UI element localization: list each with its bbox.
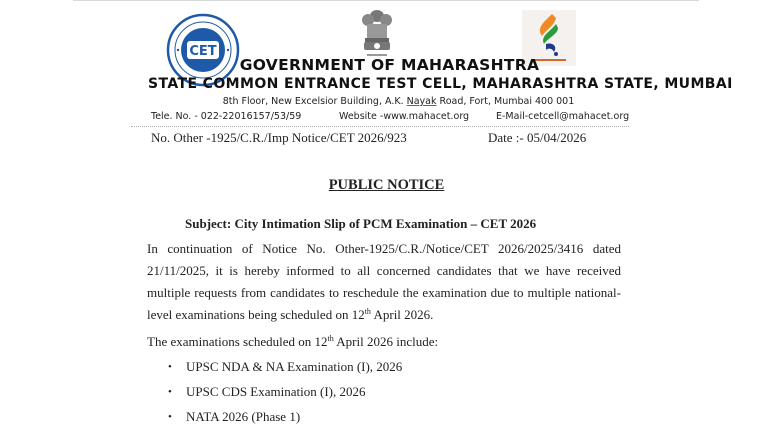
- state-emblem-icon: [355, 6, 399, 62]
- svg-text:CET: CET: [189, 44, 217, 59]
- exam-list-item: [168, 356, 402, 381]
- notice-heading: PUBLIC NOTICE: [328, 177, 445, 193]
- notice-paragraph: [147, 238, 621, 326]
- email-link[interactable]: E-Mail-cetcell@mahacet.org: [496, 111, 630, 122]
- exam-list: [168, 356, 402, 431]
- address-part: Road, Fort, Mumbai 400 001: [436, 96, 575, 107]
- letterhead-address: [0, 96, 773, 107]
- exam-list-intro: [147, 334, 438, 350]
- page-top-border: [73, 0, 699, 1]
- letterhead-subtitle: STATE COMMON ENTRANCE TEST CELL, MAHARASHTRA STATE, MUMBAI: [148, 76, 733, 92]
- ordinal-suffix: th: [364, 307, 371, 316]
- header-divider: [131, 126, 629, 127]
- paragraph-text: In continuation of Notice No. Other-1925/C.R./Notice/CET 2026/2025/3416 dated 21/11/2025, it is hereby informed to all concerned candidates that we have received multiple requests from candidates to reschedule the examination due to multiple national-level examinations being scheduled on 12: [147, 241, 621, 322]
- address-road: Nayak: [406, 96, 437, 107]
- bullet-icon: •: [168, 361, 172, 373]
- telephone: Tele. No. - 022-22016157/53/59: [151, 111, 302, 122]
- exam-name: UPSC NDA & NA Examination (I), 2026: [186, 359, 403, 374]
- intro-text: April 2026 include:: [333, 334, 439, 349]
- address-part: 8th Floor, New Excelsior Building, A.K.: [222, 96, 407, 107]
- website-link[interactable]: Website -www.mahacet.org: [339, 111, 470, 122]
- exam-name: UPSC CDS Examination (I), 2026: [186, 384, 366, 399]
- bullet-icon: •: [168, 411, 172, 423]
- exam-name: NATA 2026 (Phase 1): [186, 409, 301, 424]
- notice-subject: Subject: City Intimation Slip of PCM Examination – CET 2026: [185, 216, 537, 231]
- exam-list-item: [168, 381, 402, 406]
- exam-list-item: [168, 406, 402, 431]
- notice-reference: No. Other -1925/C.R./Imp Notice/CET 2026/923: [151, 130, 407, 145]
- intro-text: The examinations scheduled on 12: [147, 334, 328, 349]
- letterhead-title: GOVERNMENT OF MAHARASHTRA: [239, 56, 540, 74]
- ordinal-suffix: th: [327, 334, 334, 343]
- paragraph-text: April 2026.: [370, 307, 434, 322]
- bullet-icon: •: [168, 386, 172, 398]
- notice-date: Date :- 05/04/2026: [488, 130, 587, 145]
